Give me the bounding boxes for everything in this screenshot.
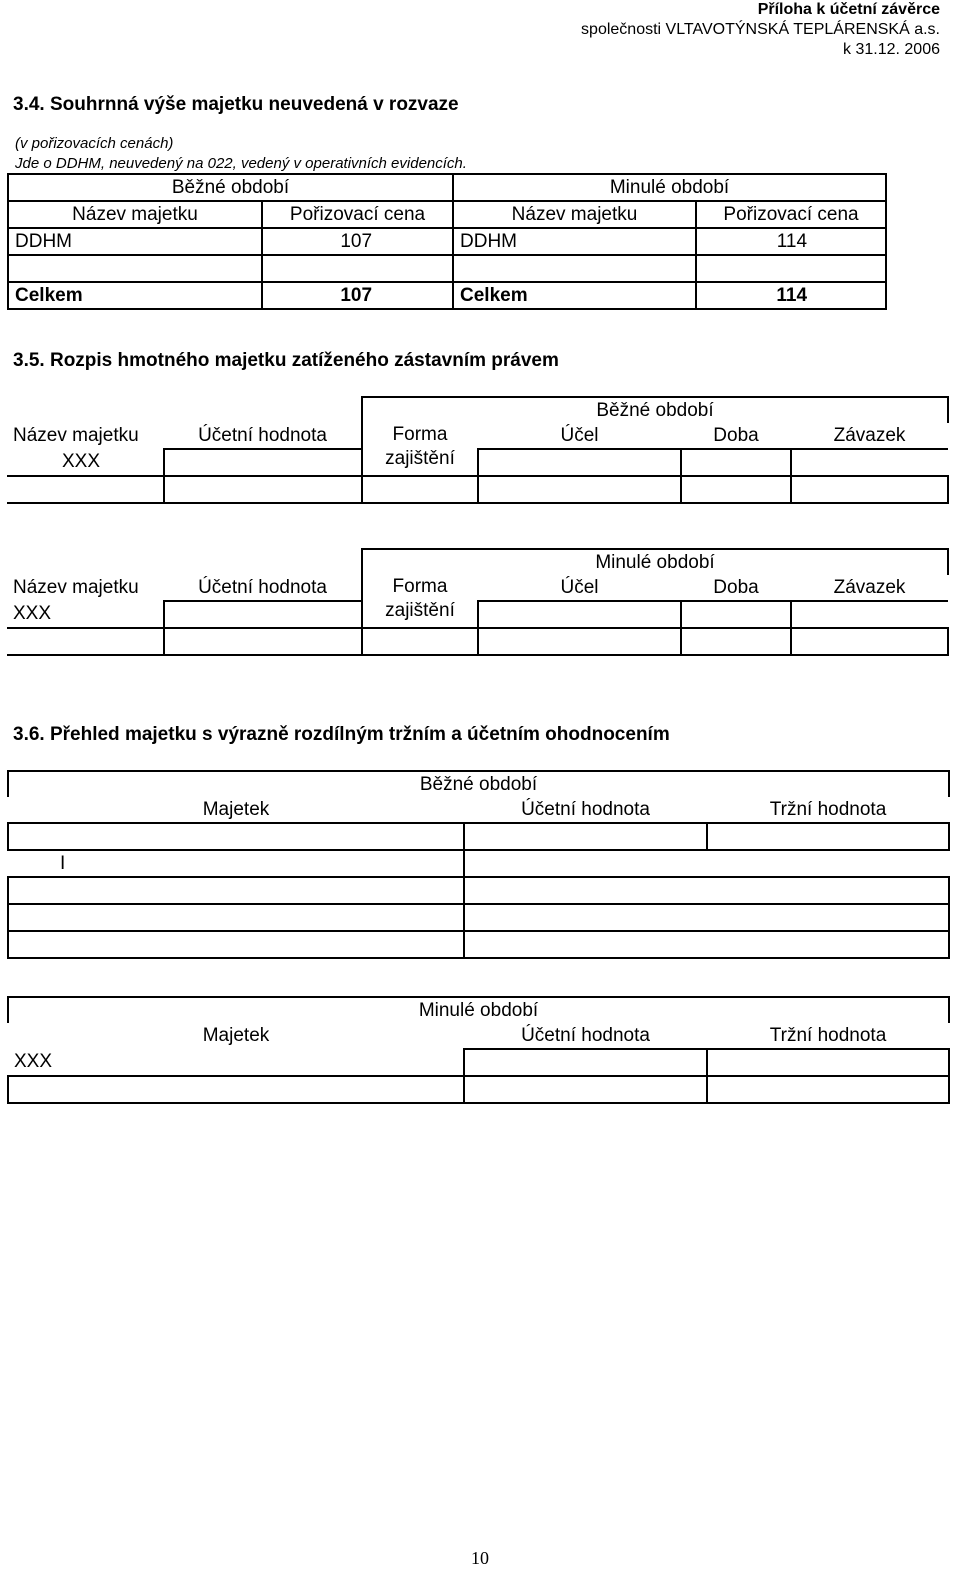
section-3-4-title: 3.4. Souhrnná výše majetku neuvedená v rozvaze	[13, 94, 459, 115]
header-company: společnosti VLTAVOTÝNSKÁ TEPLÁRENSKÁ a.s.	[581, 21, 940, 38]
current-period-header: Běžné období	[362, 397, 948, 423]
section-3-5-title	[13, 350, 559, 372]
col-cost-current: Pořizovací cena	[262, 201, 453, 228]
col-term: Doba	[713, 424, 759, 446]
table-row	[8, 228, 886, 255]
header-date: k 31.12. 2006	[843, 41, 940, 58]
total-cost-prior: 114	[696, 282, 886, 309]
col-book-value: Účetní hodnota	[198, 424, 327, 446]
current-period-header: Běžné období	[8, 174, 453, 201]
table-row	[8, 877, 949, 904]
col-book-value: Účetní hodnota	[521, 798, 650, 820]
table-row	[8, 850, 949, 877]
table-pledged-assets-prior	[7, 548, 949, 656]
document-header	[581, 0, 940, 60]
table-valuation-prior	[7, 996, 950, 1104]
prior-period-header: Minulé období	[8, 997, 949, 1023]
table-row	[7, 449, 948, 476]
col-term: Doba	[713, 576, 759, 598]
cell-cost-prior	[696, 255, 886, 282]
section-3-6-title: 3.6. Přehled majetku s výrazně rozdílným tržním a účetním ohodnocením	[13, 724, 670, 745]
col-name-current: Název majetku	[8, 201, 262, 228]
col-market-value: Tržní hodnota	[769, 1024, 887, 1046]
col-liability: Závazek	[833, 424, 906, 446]
cell-name-prior	[453, 255, 696, 282]
cell-asset: XXX	[8, 1049, 464, 1076]
cell-name: XXX	[7, 449, 164, 476]
col-name: Název majetku	[13, 425, 139, 446]
cell-name-current: DDHM	[8, 228, 262, 255]
col-book-value: Účetní hodnota	[521, 1024, 650, 1046]
table-row	[7, 601, 948, 628]
table-row	[8, 931, 949, 958]
note-cost-basis: (v pořizovacích cenách)	[15, 135, 174, 152]
table-row	[7, 476, 948, 503]
header-title: Příloha k účetní závěrce	[757, 1, 940, 18]
table-row	[8, 823, 949, 850]
cell-name: XXX	[7, 601, 164, 628]
col-name-prior: Název majetku	[453, 201, 696, 228]
table-row	[8, 904, 949, 931]
current-period-header: Běžné období	[8, 771, 949, 797]
total-label-current: Celkem	[8, 282, 262, 309]
table-unrecorded-assets	[7, 173, 887, 310]
table-row	[8, 1076, 949, 1103]
section-3-4-note	[15, 134, 467, 174]
cell-name-current	[8, 255, 262, 282]
col-purpose: Účel	[560, 424, 599, 446]
page-number: 10	[471, 1548, 489, 1568]
cell-cost-prior: 114	[696, 228, 886, 255]
prior-period-header: Minulé období	[453, 174, 886, 201]
col-book-value: Účetní hodnota	[198, 576, 327, 598]
col-security-form: Forma zajištění	[362, 575, 478, 628]
note-ddhm: Jde o DDHM, neuvedený na 022, vedený v operativních evidencích.	[15, 155, 467, 172]
col-asset: Majetek	[202, 1025, 270, 1046]
col-asset: Majetek	[202, 798, 270, 820]
cell-cost-current: 107	[262, 228, 453, 255]
total-label-prior: Celkem	[453, 282, 696, 309]
col-liability: Závazek	[833, 576, 906, 598]
col-purpose: Účel	[560, 576, 599, 598]
prior-period-header: Minulé období	[362, 549, 948, 575]
section-3-5-title-text: 3.5. Rozpis hmotného majetku zatíženého zástavním právem	[13, 350, 559, 371]
col-name: Název majetku	[13, 577, 139, 598]
table-valuation-current	[7, 770, 950, 959]
col-cost-prior: Pořizovací cena	[696, 201, 886, 228]
cell-cost-current	[262, 255, 453, 282]
total-cost-current: 107	[262, 282, 453, 309]
col-market-value: Tržní hodnota	[769, 798, 887, 820]
table-row	[7, 628, 948, 655]
cell-asset: I	[8, 850, 464, 877]
table-pledged-assets-current	[7, 396, 949, 504]
col-security-form: Forma zajištění	[362, 423, 478, 476]
total-row	[8, 282, 886, 309]
table-row	[8, 1049, 949, 1076]
table-row	[8, 255, 886, 282]
cell-name-prior: DDHM	[453, 228, 696, 255]
